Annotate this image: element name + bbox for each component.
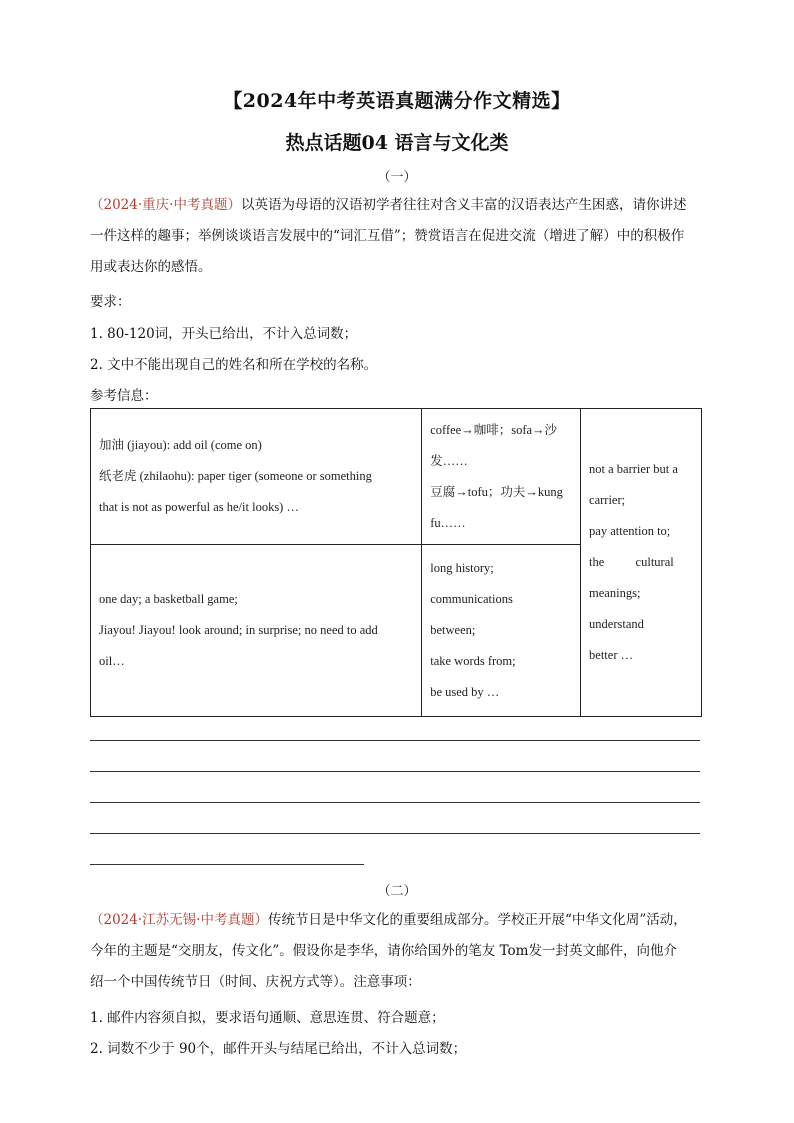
table-cell: long history; communications between; take words from; be used by …: [422, 545, 581, 717]
prompt-line: 用或表达你的感悟。: [90, 259, 212, 275]
source-tag: （2024·重庆·中考真题）: [90, 197, 241, 213]
answer-line[interactable]: [90, 833, 700, 834]
table-cell: not a barrier but a carrier; pay attention to; the cultural meanings; understand better …: [581, 409, 702, 717]
answer-line[interactable]: [90, 771, 700, 772]
answer-line[interactable]: [90, 864, 364, 865]
reference-table: [90, 408, 702, 717]
prompt-line: 一件这样的趣事；举例谈谈语言发展中的“词汇互借”；赞赏语言在促进交流（增进了解）中的积极作: [90, 228, 685, 244]
table-cell: 加油 (jiayou): add oil (come on) 纸老虎 (zhilaohu): paper tiger (someone or something that is not as powerful as he/it looks) …: [91, 409, 422, 545]
table-cell: coffee→咖啡；sofa→沙 发…… 豆腐→tofu；功夫→kung fu……: [422, 409, 581, 545]
page-title: 【2024年中考英语真题满分作文精选】: [223, 90, 571, 112]
section-number: （一）: [377, 170, 417, 185]
source-tag: （2024·江苏无锡·中考真题）: [90, 912, 268, 928]
prompt-paragraph: [90, 905, 704, 998]
requirement-item: 2. 文中不能出现自己的姓名和所在学校的名称。: [90, 357, 378, 373]
section-number: （二）: [377, 884, 417, 899]
note-item: 1. 邮件内容须自拟，要求语句通顺、意思连贯、符合题意；: [90, 1010, 445, 1026]
requirements-label: 要求：: [90, 294, 131, 310]
note-item: 2. 词数不少于 90个，邮件开头与结尾已给出，不计入总词数；: [90, 1041, 467, 1057]
reference-label: 参考信息：: [90, 388, 158, 404]
prompt-line: 今年的主题是“交朋友，传文化”。假设你是李华，请你给国外的笔友 Tom发一封英文邮件，向他介: [90, 943, 677, 959]
prompt-paragraph: [90, 190, 704, 283]
answer-line[interactable]: [90, 802, 700, 803]
requirement-item: 1. 80-120词，开头已给出，不计入总词数；: [90, 326, 358, 342]
prompt-line: 以英语为母语的汉语初学者往往对含义丰富的汉语表达产生困惑，请你讲述: [240, 197, 687, 213]
prompt-line: 传统节日是中华文化的重要组成部分。学校正开展“中华文化周”活动，: [267, 912, 687, 928]
prompt-line: 绍一个中国传统节日（时间、庆祝方式等）。注意事项：: [90, 974, 421, 990]
page-subtitle: 热点话题04 语言与文化类: [285, 132, 509, 154]
answer-line[interactable]: [90, 740, 700, 741]
table-cell: one day; a basketball game; Jiayou! Jiayou! look around; in surprise; no need to add oil…: [91, 545, 422, 717]
